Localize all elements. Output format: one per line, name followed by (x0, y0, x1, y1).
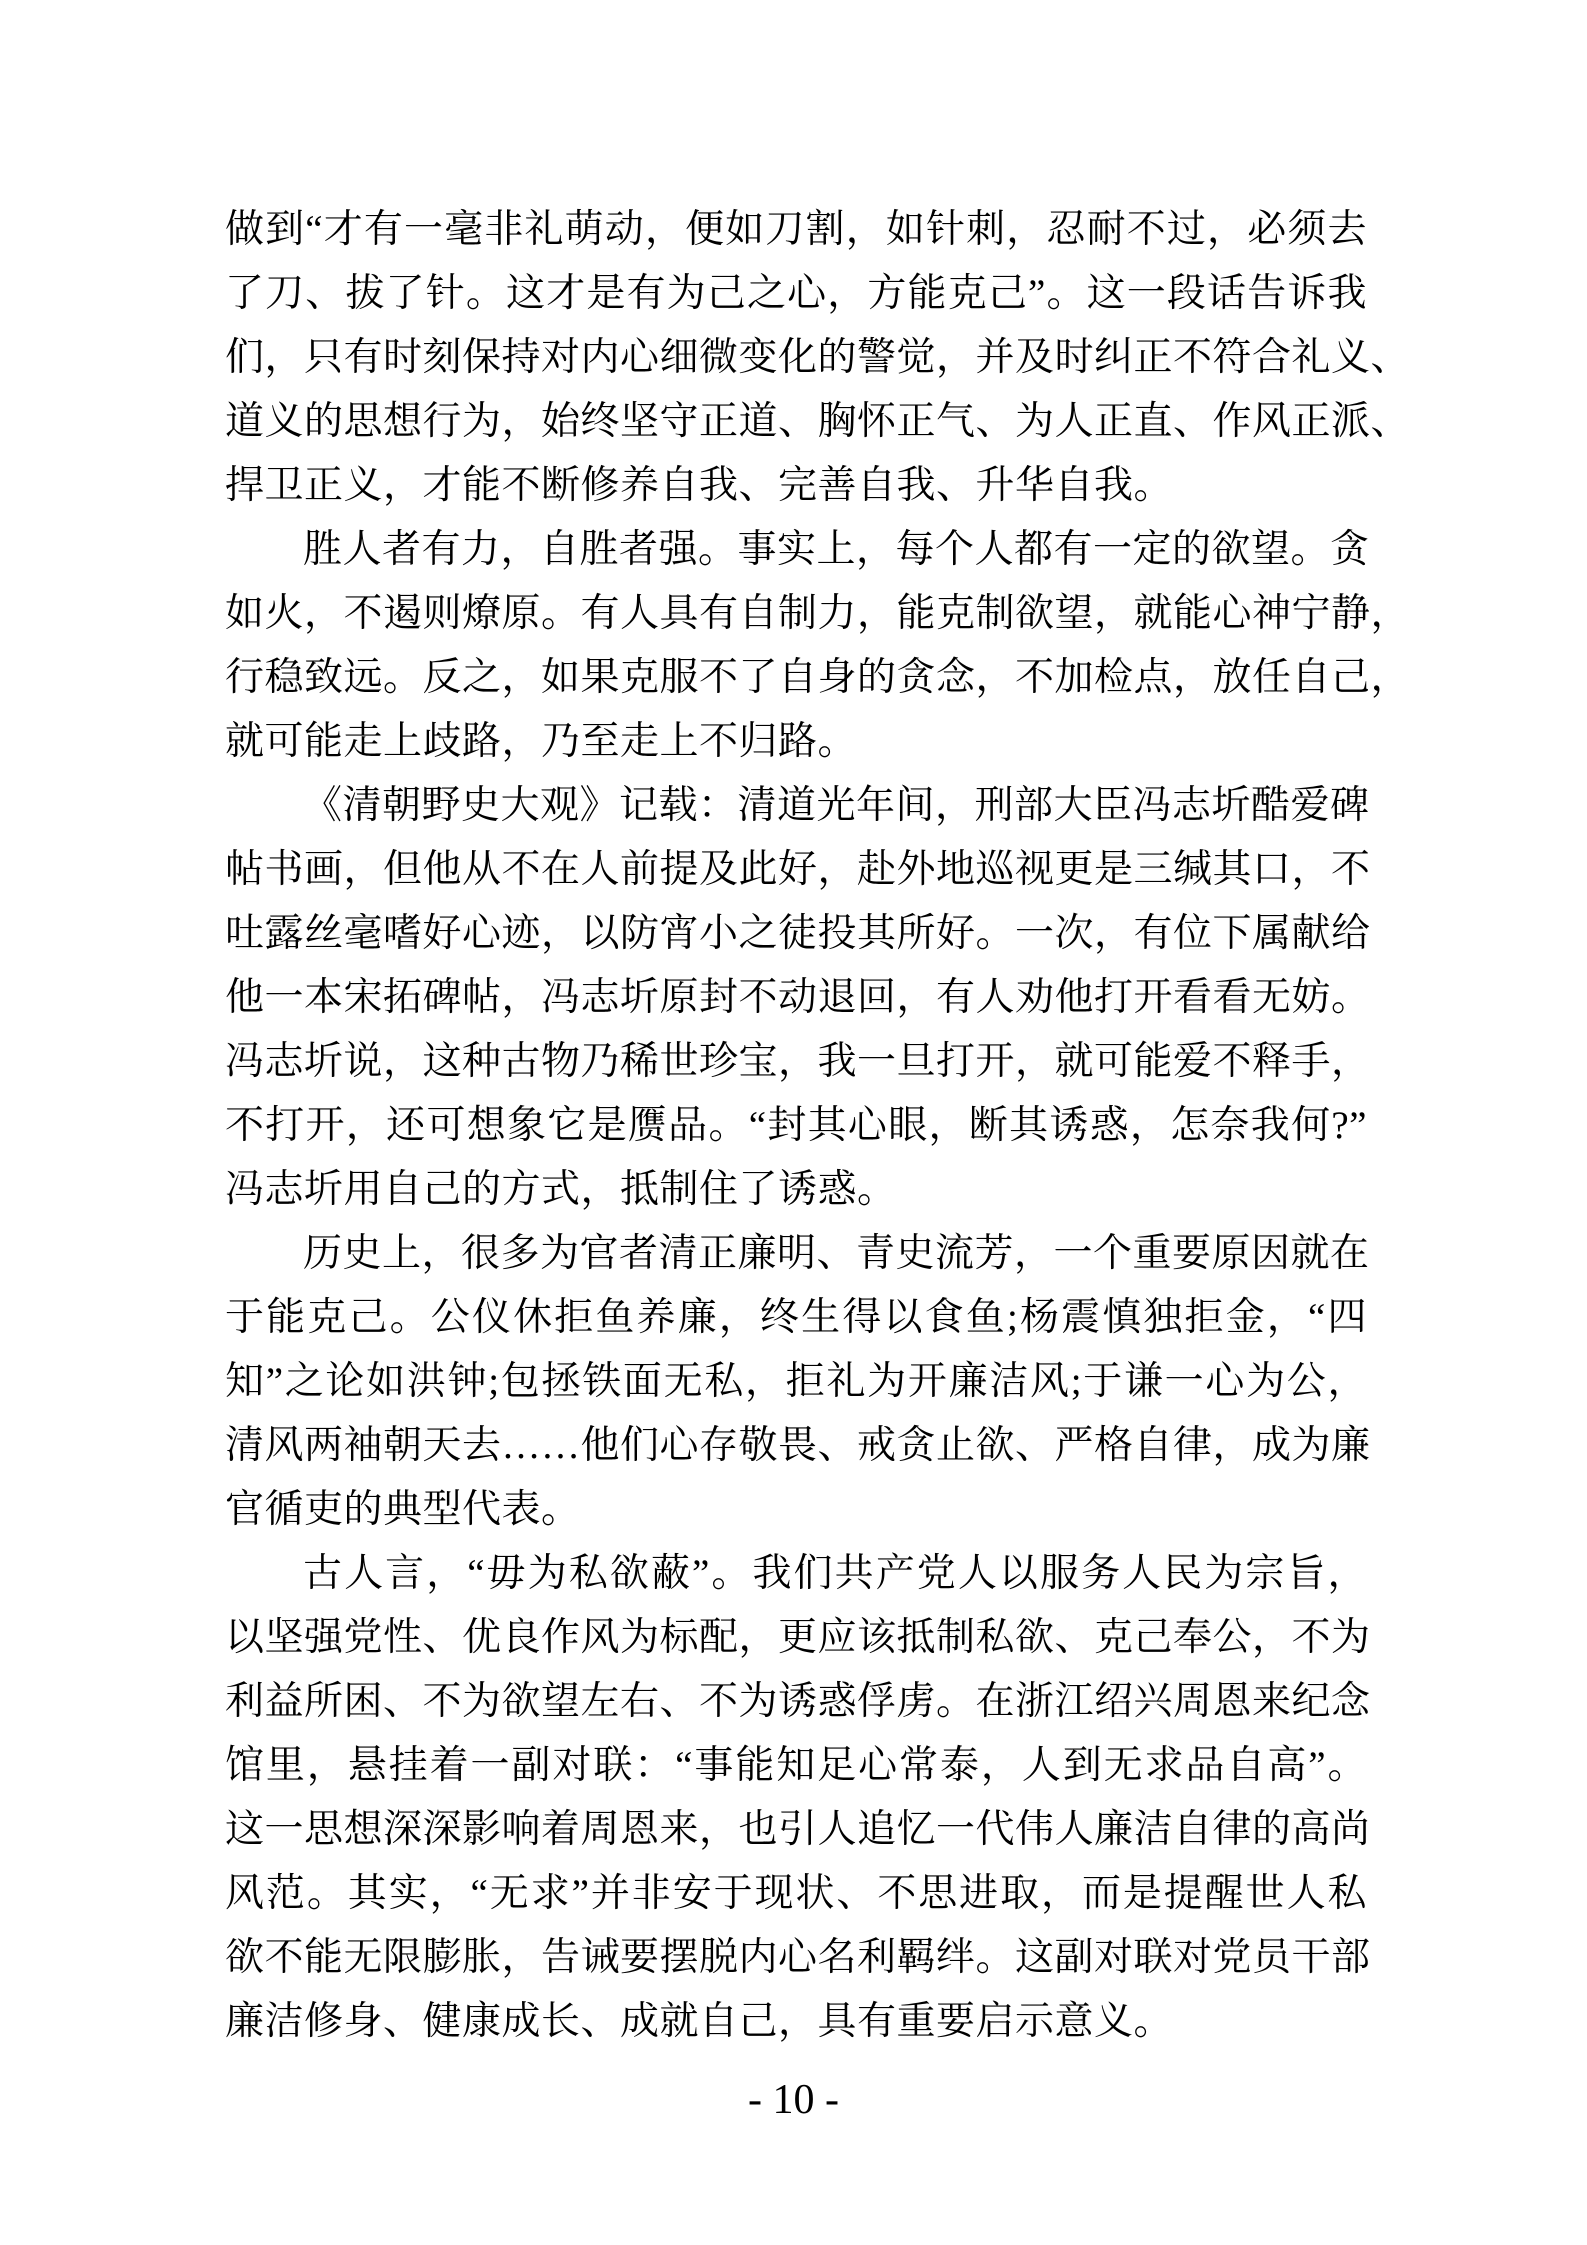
text-line: 欲不能无限膨胀，告诫要摆脱内心名利羁绊。这副对联对党员干部 (225, 1936, 1371, 1979)
text-line: 行稳致远。反之，如果克服不了自身的贪念，不加检点，放任自己， (225, 656, 1411, 699)
text-line: 捍卫正义，才能不断修养自我、完善自我、升华自我。 (225, 464, 1174, 507)
text-line: 了刀、拔了针。这才是有为己之心，方能克己”。这一段话告诉我 (225, 272, 1367, 315)
text-line: 不打开，还可想象它是赝品。“封其心眼，断其诱惑，怎奈我何?” (225, 1104, 1367, 1147)
text-line: 于能克己。公仪休拒鱼养廉，终生得以食鱼;杨震慎独拒金，“四 (225, 1296, 1367, 1339)
text-line: 做到“才有一毫非礼萌动，便如刀割，如针刺，忍耐不过，必须去 (225, 208, 1367, 251)
text-line: 历史上，很多为官者清正廉明、青史流芳，一个重要原因就在 (303, 1232, 1370, 1275)
text-line: 风范。其实，“无求”并非安于现状、不思进取，而是提醒世人私 (225, 1872, 1367, 1915)
text-line: 官循吏的典型代表。 (225, 1488, 581, 1531)
text-line: 利益所困、不为欲望左右、不为诱惑俘虏。在浙江绍兴周恩来纪念 (225, 1680, 1371, 1723)
text-line: 吐露丝毫嗜好心迹，以防宵小之徒投其所好。一次，有位下属献给 (225, 912, 1371, 955)
text-line: 帖书画，但他从不在人前提及此好，赴外地巡视更是三缄其口，不 (225, 848, 1371, 891)
text-line: 《清朝野史大观》记载：清道光年间，刑部大臣冯志圻酷爱碑 (303, 784, 1370, 827)
text-line: 胜人者有力，自胜者强。事实上，每个人都有一定的欲望。贪 (303, 528, 1370, 571)
text-line: 以坚强党性、优良作风为标配，更应该抵制私欲、克己奉公，不为 (225, 1616, 1371, 1659)
text-line: 知”之论如洪钟;包拯铁面无私，拒礼为开廉洁风;于谦一心为公， (225, 1360, 1367, 1403)
document-body (225, 198, 1411, 2054)
text-line: 他一本宋拓碑帖，冯志圻原封不动退回，有人劝他打开看看无妨。 (225, 976, 1371, 1019)
text-line: 清风两袖朝天去……他们心存敬畏、戒贪止欲、严格自律，成为廉 (225, 1424, 1371, 1467)
text-line: 馆里，悬挂着一副对联：“事能知足心常泰，人到无求品自高”。 (225, 1744, 1367, 1787)
text-line: 如火，不遏则燎原。有人具有自制力，能克制欲望，就能心神宁静， (225, 592, 1411, 635)
text-line: 们，只有时刻保持对内心细微变化的警觉，并及时纠正不符合礼义、 (225, 336, 1411, 379)
text-line: 就可能走上歧路，乃至走上不归路。 (225, 720, 858, 763)
page-number: - 10 - (748, 2077, 839, 2123)
text-line: 道义的思想行为，始终坚守正道、胸怀正气、为人正直、作风正派、 (225, 400, 1411, 443)
text-line: 廉洁修身、健康成长、成就自己，具有重要启示意义。 (225, 2000, 1174, 2043)
text-line: 冯志圻用自己的方式，抵制住了诱惑。 (225, 1168, 897, 1211)
text-line: 冯志圻说，这种古物乃稀世珍宝，我一旦打开，就可能爱不释手， (225, 1040, 1371, 1083)
text-line: 这一思想深深影响着周恩来，也引人追忆一代伟人廉洁自律的高尚 (225, 1808, 1371, 1851)
text-line: 古人言，“毋为私欲蔽”。我们共产党人以服务人民为宗旨， (303, 1552, 1367, 1595)
